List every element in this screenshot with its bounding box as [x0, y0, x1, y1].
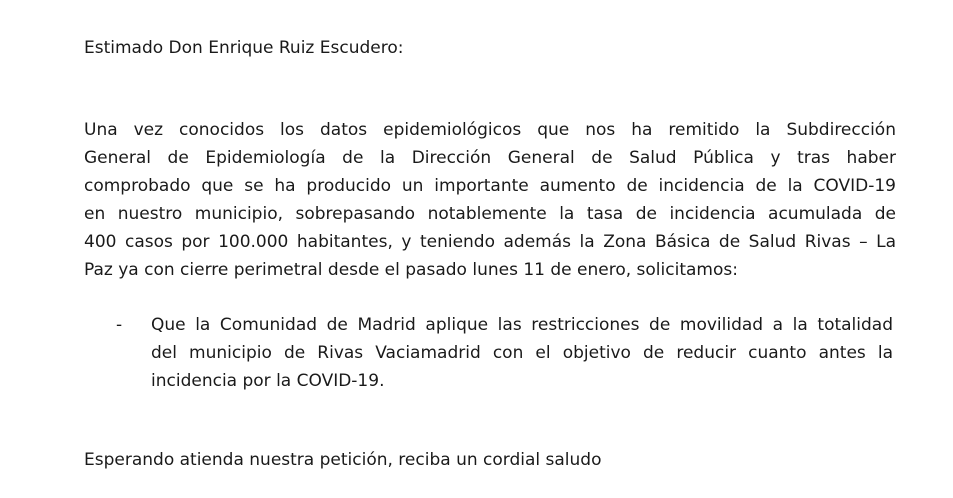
- list-item-text: [151, 311, 893, 395]
- paragraph-line: Paz ya con cierre perimetral desde el pasado lunes 11 de enero, solicitamos:: [84, 260, 738, 280]
- body-paragraph: [84, 116, 896, 284]
- request-list: [84, 311, 896, 395]
- paragraph-line: Una vez conocidos los datos epidemiológicos que nos ha remitido la Subdirección: [84, 120, 896, 140]
- list-item-line: incidencia por la COVID-19.: [151, 371, 385, 391]
- paragraph-line: General de Epidemiología de la Dirección General de Salud Pública y tras haber: [84, 148, 896, 168]
- list-item-line: Que la Comunidad de Madrid aplique las restricciones de movilidad a la totalidad: [151, 315, 893, 335]
- paragraph-line: comprobado que se ha producido un importante aumento de incidencia de la COVID-19: [84, 176, 896, 196]
- paragraph-line: en nuestro municipio, sobrepasando notablemente la tasa de incidencia acumulada de: [84, 204, 896, 224]
- list-item-line: del municipio de Rivas Vaciamadrid con el objetivo de reducir cuanto antes la: [151, 343, 893, 363]
- letter-closing: Esperando atienda nuestra petición, reciba un cordial saludo: [84, 450, 602, 470]
- list-bullet: -: [116, 315, 123, 335]
- list-item: [84, 311, 896, 395]
- letter-greeting: Estimado Don Enrique Ruiz Escudero:: [84, 38, 404, 58]
- paragraph-line: 400 casos por 100.000 habitantes, y teniendo además la Zona Básica de Salud Rivas – La: [84, 232, 896, 252]
